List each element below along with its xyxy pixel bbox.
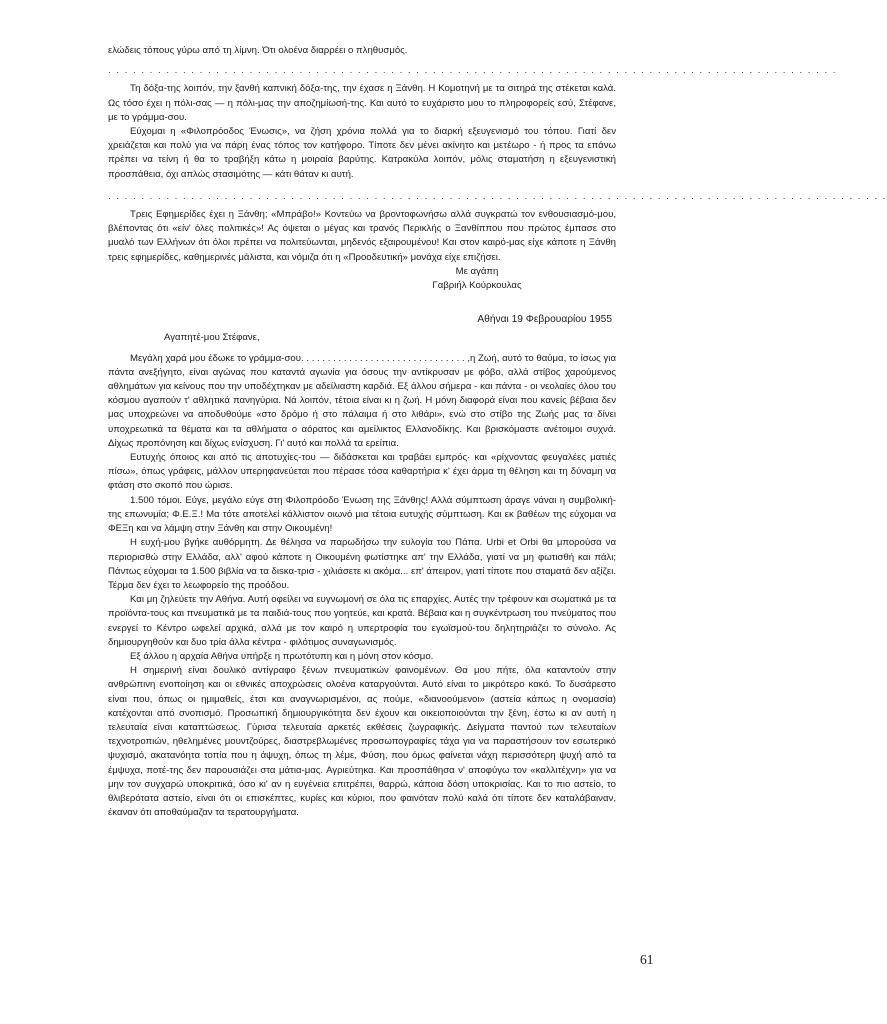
letter-2-paragraph: Εξ άλλου η αρχαία Αθήνα υπήρξε η πρωτότυπη και η μόνη στον κόσμο. [130,650,434,662]
ellipsis-line-1: . . . . . . . . . . . . . . . . . . . . . . . . . . . . . . . . . . . . . . . . . . . . . . . . . . . . . . . . . . . . . . . . . . . . . . . . . . . . . . . . . . . . . . . . [108,65,837,77]
signature: Γαβριήλ Κούρκουλας [432,280,522,292]
letter-1-paragraph: Εύχομαι η «Φιλοπρόοδος Ένωσις», να ζήση χρόνια πολλά για το διαρκή εξευγενισμό του τόπου. Γιατί δεν χρειάζεται και πολύ για να πάρη ένας τόπος τον κατήφορο. Τίποτε δεν μένει ακίνητο και μετέωρο - ή προς τα επάνω πρέπει να τείνη ή θα το τραβήξη κάτω η μοιραία βαρύτης. Κατρακύλα λοιπόν, μόλις σταματήση η εξευγενιστική προσπάθεια, όχι απλώς στασιμότης — κάτι θάταν κι αυτή. [108,126,616,180]
letter-2-paragraph: Η σημερινή είναι δουλικό αντίγραφο ξένων πνευματικών φαινομένων. Θα μου πήτε, όλα καταντούν στην ανθρώπινη ενοποίηση και οι εθνικές αποχρώσεις ολοένα καταργούνται. Αυτό είναι το μικρότερο κακό. Το δυσάρεστο είναι που, όπως οι ημιμαθείς, έτσι και αναγνωρισμένοι, ας πούμε, «διανοούμενοι» (αστεία κάπως η ονομασία) κατέχονται από σνοπισμό. Προσωπική δημιουργικότητα δεν έχουν και οικειοποιούνται την ξένη, έστω κι αν αυτή η τελευταία είναι καταπτώσεως. Γύρισα τελευταία αρκετές εκθέσεις ζωγραφικής. Δείγματα παντού των τελευταίων τεχνοτροπιών, ηθελημένες μουντζούρες, διαστρεβλωμένες προσωπογραφίες τάχα για να παραστήσουν τον εσωτερικό ψυχισμό, ακατανόητα τοπία που η άψυχη, όπως τη λέμε, Φύση, που όμως φαίνεται νάχη περισσότερη ψυχή από τα έμψυχα, ποτέ-της δεν παρουσιάζει στα μάτια-μας. Αγριεύτηκα. Και προσπάθησα ν' αποφύγω τον «καλλιτέχνη» για να μην τον συγχαρώ υποκριτικά, όσο κι' αν η ευγένεια επιτρέπει, θαρρώ, κάποια δόση υποκρισίας. Και το πιο αστείο, το θλιβερότατα αστείο, είναι ότι οι επισκέπτες, κυρίες και κύριοι, που φαινόταν πολύ καλά ότι τίποτε δεν καταλάβαιναν, έκαναν ότι αποθαύμαζαν τα τερατουργήματα. [108,665,616,819]
letter-2-paragraph: Μεγάλη χαρά μου έδωκε το γράμμα-σου. . . . . . . . . . . . . . . . . . . . . . . . . . . . . . . ,η Ζωή, αυτό το θαύμα, το ίσως για πάντα ανεξήγητο, είναι αγώνας που καταντά αγωνία για όσους την αντίκρυσαν με φόβο, αλλά στίβος χαρούμενος αθλημάτων για κείνους που την υποδέχτηκαν με αδείλιαστη καρδιά. Εξ άλλου σήμερα - και πάντα - οι νεολαίες όλου του κόσμου αγαπούν τ' αθλητικά πανηγύρια. Νά λοιπόν, τέτοια είναι κι η ζωή. Η μόνη διαφορά είναι που κανείς βέβαια δεν μας υποχρεώνει να αποδυθούμε «στο δρόμο ή στο πάλαιμα ή στο λιθάρι», ενώ στο στίβο της Ζωής μας τα δίνει υποχρεωτικά τα θέματα και τα αθλήματα ο αόρατος και αμείλικτος Ελλανοδίκης. Και βρισκόμαστε ανέτοιμοι συχνά. Δίχως προπόνηση και δίχως ενίσχυση. Γι' αυτό και πολλά τα ερείπια. [108,352,616,449]
letter-1-body [108,82,616,181]
letter-2-paragraph: Ευτυχής όποιος και από τις αποτυχίες-του — διδάσκεται και τραβάει εμπρός· και «ρίχνοντας φευγαλέες ματιές πίσω», όπως γράφεις, μάλλον υπερηφανεύεται που πέρασε τόσα καθαρτήρια κ' έχει άρμα τη θέληση και τη δύναμη να φτάση στο σκοπό που ώρισε. [108,452,616,492]
page-number: 61 [640,952,654,967]
page-text [108,44,887,820]
letter-2-paragraph: Και μη ζηλεύετε την Αθήνα. Αυτή οφείλει να ευγνωμονή σε όλα τις επαρχίες. Αυτές την τρέφουν και σωματικά με τα προϊόντα-τους και πνευματικά με τα παιδιά-τους που γοητεύε, και κρατά. Βέβαια και η συγκέντρωση του πνεύματος που ενεργεί το Κέντρο ωφελεί αρχικά, αλλά με τον καιρό η υπερτροφία του εγωϊσμού-του δηλητηριάζει το σύνολο. Ας δημιουργηθούν και δυο τρία άλλα κέντρα - φιλότιμος συναγωνισμός. [108,594,616,648]
letter-2-body [108,352,616,821]
top-line: ελώδεις τόπους γύρω από τη λίμνη. Ότι ολοένα διαρρέει ο πληθυσμός. [108,45,408,56]
letter-1-paragraph: Τη δόξα-της λοιπόν, την ξανθή καπνική δόξα-της, την έχασε η Ξάνθη. Η Κομοτηνή με τα σιτηρά της στέκεται καλά. Ως τόσο έχει η πόλι-σας — η πόλι-μας την αποζημίωσή-της. Και αυτό το ευχάριστο μου το πληροφορείς εσύ, Στέφανε, με το γράμμα-σου. [108,83,616,123]
greeting: Αγαπητέ-μου Στέφανε, [164,332,260,344]
letter-2-paragraph: 1.500 τόμοι. Εύγε, μεγάλο εύγε στη Φιλοπρόοδο Ένωση της Ξάνθης! Αλλά σύμπτωση άραγε νάναι η συμβολική-της επωνυμία; Φ.Ε.Ξ.! Μα τότε αποτελεί κάλλιστον οιωνό μια τέτοια ευτυχής σύμπτωση. Και εκ βαθέων της εύχομαι να ΦΕΞη και να λάμψη στην Ξάνθη και στην Οικουμένη! [108,494,616,535]
letter-2-paragraph: Η ευχή-μου βγήκε αυθόρμητη. Δε θέλησα να παρωδήσω την ευλογία του Πάπα. Urbi et Orbi θα μπορούσα να περιορισθώ στην Ελλάδα, αλλ' αφού κάποτε η Οικουμένη φωτίστηκε απ' την Ελλάδα, γιατί να μη φωτισθή και πάλι; Πάντως εύχομαι τα 1.500 βιβλία να τα διsκα-τρισ - χιλιάσετε κι ακόμα... επ' άπειρον, γιατί τίποτε που σταματά δεν αξίζει. Τέρμα δεν έχει το λεωφορείο της προόδου. [108,537,616,591]
letter-date: Αθήναι 19 Φεβρουαρίου 1955 [477,314,612,326]
ellipsis-line-2: . . . . . . . . . . . . . . . . . . . . . . . . . . . . . . . . . . . . . . . . . . . . . . . . . . . . . . . . . . . . . . . . . . . . . . . . . . . . . . . . . . . . . . . . . . . . . . [108,190,887,202]
letter-1-final-paragraph: Τρεις Εφημερίδες έχει η Ξάνθη; «Μπράβο!» Κοντεύω να βροντοφωνήσω αλλά συγκρατώ τον ενθουσιασμό-μου, βλέποντας ότι «είν' όλες πολιτικές»! Ας όψεται ο μέγας και τρανός Περικλής ο Ξανθίππου που πρώτος έμπασε στο μυαλό των Ελλήνων ότι όλοι πρέπει να πολιτεύωνται, μηδενός εξαιρουμένου! Και στον καιρό-μας είχε κάποτε η Ξάνθη τρεις εφημερίδες, καθημερινές μάλιστα, και νόμιζα ότι η «Προοδευτική» μονάχα είχε επιζήσει. [108,209,616,263]
sign-off: Με αγάπη [455,265,499,277]
